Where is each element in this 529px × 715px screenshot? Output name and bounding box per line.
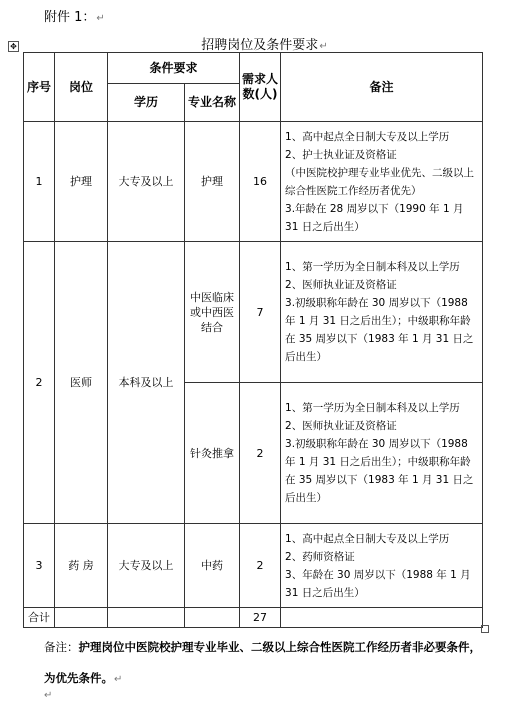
table-title: 招聘岗位及条件要求↵ (201, 38, 328, 53)
row-major: 针灸推拿 (185, 383, 240, 524)
row-index: 3 (24, 524, 55, 608)
row-notes: 1、第一学历为全日制本科及以上学历 2、医师执业证及资格证 3.初级职称年龄在 30 周岁以下（1988 年 1 月 31 日之后出生）；中级职称年龄在 35 周岁以下（1983 年 1 月 31 日之后出生） (281, 242, 483, 383)
row-education: 大专及以上 (108, 122, 185, 242)
header-position: 岗位 (55, 53, 108, 122)
row-count: 2 (240, 524, 281, 608)
table-row (24, 242, 483, 383)
total-label: 合计 (24, 608, 55, 628)
row-position: 药 房 (55, 524, 108, 608)
header-education: 学历 (108, 84, 185, 122)
table-row (24, 524, 483, 608)
row-education: 本科及以上 (108, 242, 185, 524)
row-major: 护理 (185, 122, 240, 242)
table-move-handle-icon[interactable]: ✥ (8, 41, 19, 52)
table-row (24, 122, 483, 242)
header-headcount: 需求人数(人) (240, 53, 281, 122)
row-major: 中医临床或中西医结合 (185, 242, 240, 383)
row-index: 2 (24, 242, 55, 524)
row-position: 护理 (55, 122, 108, 242)
header-major: 专业名称 (185, 84, 240, 122)
row-index: 1 (24, 122, 55, 242)
header-index: 序号 (24, 53, 55, 122)
row-education: 大专及以上 (108, 524, 185, 608)
row-notes: 1、高中起点全日制大专及以上学历 2、护士执业证及资格证 （中医院校护理专业毕业优先、二级以上综合性医院工作经历者优先） 3.年龄在 28 周岁以下（1990 年 1 月 31 日之后出生） (281, 122, 483, 242)
row-major: 中药 (185, 524, 240, 608)
header-conditions: 条件要求 (108, 53, 240, 84)
row-notes: 1、第一学历为全日制本科及以上学历 2、医师执业证及资格证 3.初级职称年龄在 30 周岁以下（1988 年 1 月 31 日之后出生）；中级职称年龄在 35 周岁以下（1983 年 1 月 31 日之后出生） (281, 383, 483, 524)
row-notes: 1、高中起点全日制大专及以上学历 2、药师资格证 3、年龄在 30 周岁以下（1988 年 1 月 31 日之后出生） (281, 524, 483, 608)
footnote-prefix: 备注： (44, 640, 79, 654)
footnote: 备注：护理岗位中医院校护理专业毕业、二级以上综合性医院工作经历者非必要条件，为优先条件。↵ (44, 640, 481, 685)
row-count: 16 (240, 122, 281, 242)
total-row (24, 608, 483, 628)
row-count: 2 (240, 383, 281, 524)
row-position: 医师 (55, 242, 108, 524)
header-notes: 备注 (281, 53, 483, 122)
recruitment-table (23, 52, 483, 628)
row-count: 7 (240, 242, 281, 383)
total-count: 27 (240, 608, 281, 628)
attachment-label: 附件 1：↵ (44, 10, 105, 25)
paragraph-mark: ↵ (44, 690, 53, 701)
paragraph-mark: ↵ (96, 13, 105, 24)
footnote-body: 护理岗位中医院校护理专业毕业、二级以上综合性医院工作经历者非必要条件，为优先条件。 (44, 640, 481, 685)
